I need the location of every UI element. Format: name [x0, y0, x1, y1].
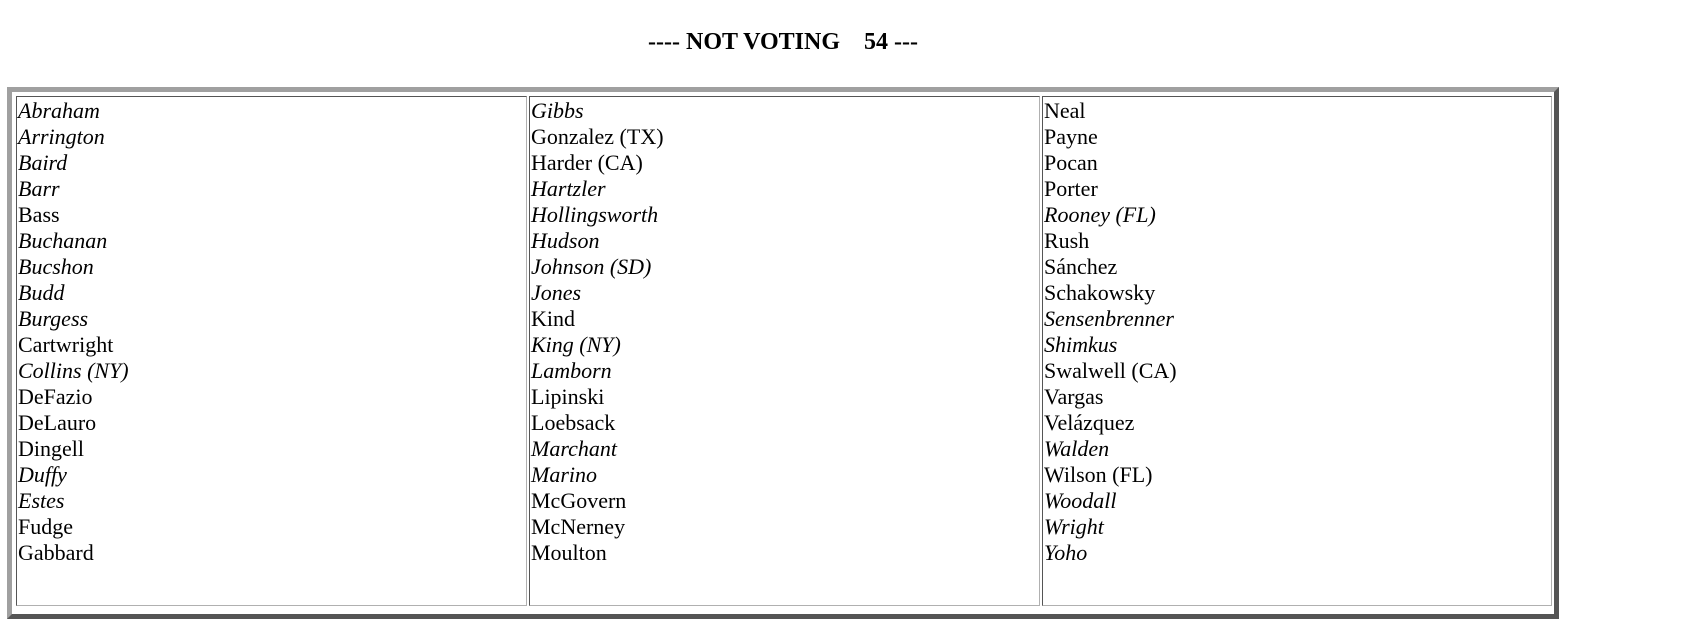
member-name: Budd [18, 280, 65, 305]
not-voting-table [7, 87, 1559, 619]
member-name: Schakowsky [1044, 280, 1156, 305]
member-name: Velázquez [1044, 410, 1135, 435]
member-name: Bucshon [18, 254, 94, 279]
member-name: Sánchez [1044, 254, 1118, 279]
member-name: Pocan [1044, 150, 1098, 175]
names-column-2 [529, 96, 1040, 606]
member-name: McGovern [531, 488, 627, 513]
member-name: DeFazio [18, 384, 93, 409]
member-name: McNerney [531, 514, 626, 539]
member-name: Lamborn [531, 358, 612, 383]
member-name: DeLauro [18, 410, 97, 435]
member-name: Woodall [1044, 488, 1117, 513]
member-name: Baird [18, 150, 68, 175]
member-name: Payne [1044, 124, 1098, 149]
member-name: Neal [1044, 98, 1086, 123]
member-name: Moulton [531, 540, 607, 565]
member-name: Abraham [18, 98, 100, 123]
member-name: Shimkus [1044, 332, 1118, 357]
member-name: Vargas [1044, 384, 1104, 409]
member-name: Marino [531, 462, 597, 487]
member-name: Fudge [18, 514, 73, 539]
member-name: Duffy [18, 462, 67, 487]
member-name: Arrington [18, 124, 105, 149]
member-name: Harder (CA) [531, 150, 643, 175]
names-column-3 [1042, 96, 1552, 606]
member-name: Gabbard [18, 540, 94, 565]
member-name: Collins (NY) [18, 358, 129, 383]
member-name: Loebsack [531, 410, 616, 435]
member-name: Kind [531, 306, 575, 331]
member-name: Barr [18, 176, 60, 201]
member-name: Rush [1044, 228, 1090, 253]
member-name: Jones [531, 280, 582, 305]
member-name: Marchant [531, 436, 617, 461]
member-name: Sensenbrenner [1044, 306, 1174, 331]
member-name: King (NY) [531, 332, 621, 357]
member-name: Wilson (FL) [1044, 462, 1153, 487]
member-name: Buchanan [18, 228, 108, 253]
member-name: Estes [18, 488, 65, 513]
member-name: Burgess [18, 306, 89, 331]
member-name: Swalwell (CA) [1044, 358, 1177, 383]
member-name: Johnson (SD) [531, 254, 652, 279]
not-voting-heading: ---- NOT VOTING 54 --- [648, 29, 918, 55]
member-name: Cartwright [18, 332, 114, 357]
member-name: Gonzalez (TX) [531, 124, 664, 149]
member-name: Rooney (FL) [1044, 202, 1156, 227]
member-name: Bass [18, 202, 60, 227]
member-name: Hartzler [531, 176, 606, 201]
member-name: Dingell [18, 436, 84, 461]
member-name: Yoho [1044, 540, 1088, 565]
member-name: Hollingsworth [531, 202, 659, 227]
member-name: Gibbs [531, 98, 584, 123]
member-name: Hudson [531, 228, 600, 253]
member-name: Wright [1044, 514, 1104, 539]
member-name: Walden [1044, 436, 1110, 461]
names-column-1 [16, 96, 527, 606]
member-name: Porter [1044, 176, 1098, 201]
member-name: Lipinski [531, 384, 605, 409]
